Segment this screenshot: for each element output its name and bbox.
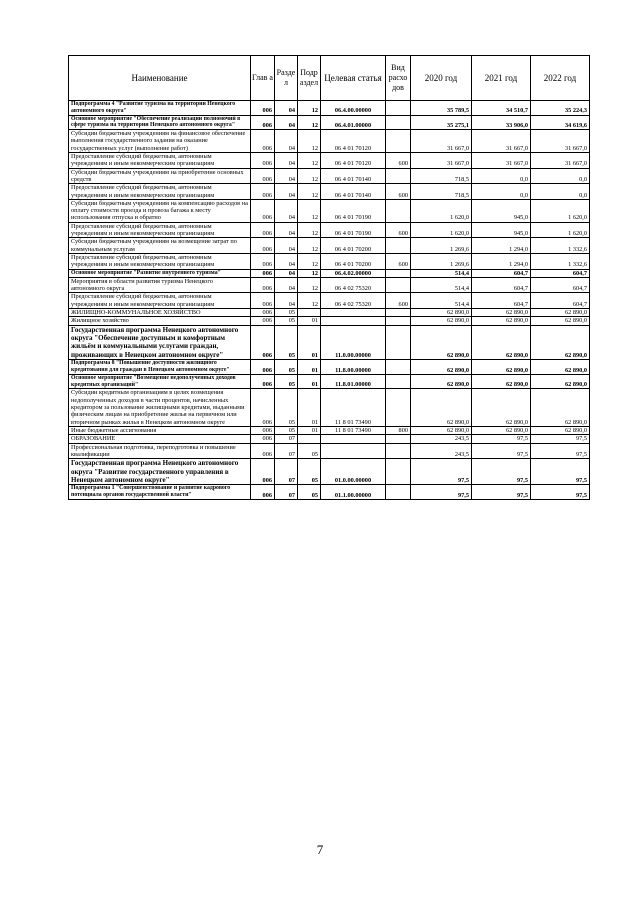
cell-glava: 006 [251, 485, 275, 500]
cell-2020: 35 275,1 [411, 115, 472, 130]
cell-glava: 006 [251, 374, 275, 389]
cell-expense-type [386, 130, 411, 153]
cell-2022: 62 890,0 [531, 309, 590, 317]
cell-2020: 514,4 [411, 293, 472, 309]
cell-expense-type [386, 115, 411, 130]
cell-2022: 62 890,0 [531, 374, 590, 389]
cell-2022: 1 620,0 [531, 222, 590, 238]
cell-2022: 0,0 [531, 184, 590, 200]
cell-2020: 97,5 [411, 485, 472, 500]
table-row [69, 459, 590, 485]
cell-podrazdel: 01 [298, 325, 321, 360]
cell-2022: 604,7 [531, 269, 590, 277]
cell-name: Подпрограмма 4 "Развитие туризма на территории Ненецкого автономного округа" [69, 101, 251, 116]
cell-2021: 62 890,0 [472, 309, 531, 317]
cell-razdel: 07 [275, 459, 298, 485]
cell-glava: 006 [251, 443, 275, 459]
cell-target-article: 06 4 02 75320 [321, 293, 386, 309]
cell-expense-type [386, 317, 411, 325]
cell-podrazdel: 12 [298, 238, 321, 254]
cell-name: Подпрограмма 8 "Повышение доступности жилищного кредитования для граждан в Ненецком автономном округе" [69, 360, 251, 375]
cell-name: Предоставление субсидий бюджетным, автономным учреждениям и иным некоммерческим организациям [69, 222, 251, 238]
table-row [69, 317, 590, 325]
cell-2021: 604,7 [472, 277, 531, 293]
table-row [69, 389, 590, 426]
cell-podrazdel: 12 [298, 269, 321, 277]
cell-podrazdel: 01 [298, 360, 321, 375]
cell-2021: 945,0 [472, 222, 531, 238]
cell-razdel: 04 [275, 253, 298, 269]
cell-target-article: 06 4 01 70200 [321, 253, 386, 269]
table-row [69, 168, 590, 184]
cell-2021: 62 890,0 [472, 374, 531, 389]
cell-expense-type: 600 [386, 222, 411, 238]
cell-2022: 604,7 [531, 293, 590, 309]
cell-2020: 62 890,0 [411, 325, 472, 360]
cell-target-article: 11.8.01.00000 [321, 374, 386, 389]
cell-expense-type [386, 435, 411, 443]
cell-2021: 97,5 [472, 485, 531, 500]
cell-podrazdel: 12 [298, 293, 321, 309]
cell-expense-type: 800 [386, 426, 411, 434]
cell-expense-type: 600 [386, 293, 411, 309]
cell-glava: 006 [251, 168, 275, 184]
cell-2021: 604,7 [472, 269, 531, 277]
table-row [69, 101, 590, 116]
cell-2022: 97,5 [531, 443, 590, 459]
cell-razdel: 07 [275, 443, 298, 459]
header-cst: Целевая статья [321, 56, 386, 101]
table-row [69, 222, 590, 238]
cell-razdel: 04 [275, 115, 298, 130]
cell-target-article: 06.4.01.00000 [321, 115, 386, 130]
cell-podrazdel: 01 [298, 317, 321, 325]
cell-target-article: 06 4 01 70140 [321, 168, 386, 184]
cell-2022: 604,7 [531, 277, 590, 293]
cell-expense-type: 600 [386, 253, 411, 269]
cell-2020: 514,4 [411, 269, 472, 277]
cell-glava: 006 [251, 199, 275, 222]
cell-2022: 0,0 [531, 168, 590, 184]
cell-razdel: 05 [275, 325, 298, 360]
cell-glava: 006 [251, 130, 275, 153]
table-body [69, 101, 590, 500]
cell-2021: 33 906,0 [472, 115, 531, 130]
cell-target-article [321, 317, 386, 325]
cell-name: Предоставление субсидий бюджетным, автономным учреждениям и иным некоммерческим организациям [69, 253, 251, 269]
cell-2020: 718,5 [411, 168, 472, 184]
cell-expense-type [386, 238, 411, 254]
table-row [69, 309, 590, 317]
cell-glava: 006 [251, 317, 275, 325]
cell-2022: 97,5 [531, 459, 590, 485]
cell-expense-type [386, 168, 411, 184]
cell-2022: 62 890,0 [531, 426, 590, 434]
cell-razdel: 04 [275, 238, 298, 254]
header-vid: Вид расхо дов [386, 56, 411, 101]
page-number: 7 [316, 842, 324, 857]
cell-podrazdel: 12 [298, 101, 321, 116]
cell-2021: 97,5 [472, 443, 531, 459]
cell-2021: 0,0 [472, 184, 531, 200]
table-row [69, 153, 590, 169]
cell-glava: 006 [251, 184, 275, 200]
cell-glava: 006 [251, 325, 275, 360]
header-glava: Глав а [251, 56, 275, 101]
cell-razdel: 04 [275, 277, 298, 293]
table-row [69, 269, 590, 277]
cell-razdel: 05 [275, 360, 298, 375]
cell-razdel: 05 [275, 426, 298, 434]
table-header-row [69, 56, 590, 101]
cell-name: Предоставление субсидий бюджетным, автономным учреждениям и иным некоммерческим организациям [69, 293, 251, 309]
cell-2021: 0,0 [472, 168, 531, 184]
cell-expense-type [386, 269, 411, 277]
cell-2020: 62 890,0 [411, 317, 472, 325]
cell-2021: 62 890,0 [472, 360, 531, 375]
cell-podrazdel: 12 [298, 153, 321, 169]
cell-expense-type [386, 459, 411, 485]
table-row [69, 485, 590, 500]
cell-expense-type: 600 [386, 184, 411, 200]
cell-podrazdel: 12 [298, 277, 321, 293]
cell-target-article: 11.0.00.00000 [321, 325, 386, 360]
cell-2021: 97,5 [472, 459, 531, 485]
cell-glava: 006 [251, 115, 275, 130]
cell-target-article: 06.4.00.00000 [321, 101, 386, 116]
table-row [69, 277, 590, 293]
table-row [69, 360, 590, 375]
cell-podrazdel: 12 [298, 184, 321, 200]
cell-2020: 243,5 [411, 443, 472, 459]
cell-glava: 006 [251, 238, 275, 254]
cell-2022: 62 890,0 [531, 325, 590, 360]
cell-podrazdel: 05 [298, 485, 321, 500]
cell-target-article: 11 8 01 73490 [321, 389, 386, 426]
table-row [69, 199, 590, 222]
cell-2021: 31 667,0 [472, 130, 531, 153]
cell-glava: 006 [251, 222, 275, 238]
cell-podrazdel: 12 [298, 222, 321, 238]
cell-expense-type [386, 199, 411, 222]
cell-podrazdel: 05 [298, 443, 321, 459]
table-row [69, 374, 590, 389]
cell-target-article [321, 443, 386, 459]
cell-name: Жилищное хозяйство [69, 317, 251, 325]
cell-name: ЖИЛИЩНО-КОММУНАЛЬНОЕ ХОЗЯЙСТВО [69, 309, 251, 317]
table-row [69, 443, 590, 459]
cell-expense-type: 600 [386, 153, 411, 169]
cell-razdel: 05 [275, 374, 298, 389]
cell-podrazdel: 05 [298, 459, 321, 485]
cell-podrazdel: 01 [298, 374, 321, 389]
table-row [69, 435, 590, 443]
cell-razdel: 04 [275, 199, 298, 222]
cell-2022: 1 332,6 [531, 253, 590, 269]
table-row [69, 238, 590, 254]
cell-2020: 31 667,0 [411, 130, 472, 153]
cell-glava: 006 [251, 293, 275, 309]
cell-name: Государственная программа Ненецкого автономного округа "Обеспечение доступным и комфортным жильём и коммунальными услугами граждан, проживающих в Ненецком автономном округе" [69, 325, 251, 360]
cell-target-article: 06 4 01 70190 [321, 222, 386, 238]
cell-target-article: 01.1.00.00000 [321, 485, 386, 500]
cell-name: Государственная программа Ненецкого автономного округа "Развитие государственного управления в Ненецком автономном округе" [69, 459, 251, 485]
cell-glava: 006 [251, 153, 275, 169]
cell-name: Субсидии бюджетным учреждениям на возмещение затрат по коммунальным услугам [69, 238, 251, 254]
cell-2021: 62 890,0 [472, 389, 531, 426]
cell-razdel: 05 [275, 389, 298, 426]
cell-target-article: 11 8 01 73490 [321, 426, 386, 434]
cell-target-article: 06 4 01 70120 [321, 153, 386, 169]
cell-2020: 62 890,0 [411, 309, 472, 317]
cell-name: Основное мероприятие "Возмещение недополученных доходов кредитных организаций" [69, 374, 251, 389]
cell-podrazdel: 12 [298, 168, 321, 184]
cell-target-article: 06 4 01 70140 [321, 184, 386, 200]
table-row [69, 115, 590, 130]
cell-glava: 006 [251, 435, 275, 443]
cell-name: Мероприятия в области развития туризма Ненецкого автономного округа [69, 277, 251, 293]
header-podrazdel: Подр аздел [298, 56, 321, 101]
cell-name: Основное мероприятие "Развитие внутреннего туризма" [69, 269, 251, 277]
cell-name: Субсидии кредитным организациям в целях возмещения недополученных доходов в части процентов, начисленных кредитором за пользование жилищными кредитами, выданными физическим лицам на приобретение жилья на первичном или вторичном рынках жилья в Ненецком автономном округе [69, 389, 251, 426]
cell-target-article: 01.0.00.00000 [321, 459, 386, 485]
cell-name: Субсидии бюджетным учреждениям на финансовое обеспечение выполнения государственного задания на оказание государственных услуг (выполнение работ) [69, 130, 251, 153]
cell-razdel: 04 [275, 168, 298, 184]
cell-expense-type [386, 374, 411, 389]
cell-2022: 62 890,0 [531, 389, 590, 426]
cell-glava: 006 [251, 426, 275, 434]
cell-glava: 006 [251, 459, 275, 485]
cell-glava: 006 [251, 277, 275, 293]
table-row [69, 130, 590, 153]
cell-target-article: 11.8.00.00000 [321, 360, 386, 375]
cell-podrazdel: 01 [298, 426, 321, 434]
cell-target-article [321, 435, 386, 443]
cell-glava: 006 [251, 360, 275, 375]
cell-2021: 31 667,0 [472, 153, 531, 169]
header-name: Наименование [69, 56, 251, 101]
cell-razdel: 04 [275, 130, 298, 153]
cell-razdel: 04 [275, 293, 298, 309]
cell-name: Субсидии бюджетным учреждениям на компенсацию расходов на оплату стоимости проезда и провоза багажа к месту использования отпуска и обратно [69, 199, 251, 222]
cell-target-article: 06.4.02.00000 [321, 269, 386, 277]
cell-2020: 62 890,0 [411, 360, 472, 375]
cell-2022: 62 890,0 [531, 360, 590, 375]
cell-expense-type [386, 309, 411, 317]
cell-podrazdel: 12 [298, 199, 321, 222]
cell-2022: 34 619,6 [531, 115, 590, 130]
table-row [69, 293, 590, 309]
cell-target-article: 06 4 01 70200 [321, 238, 386, 254]
cell-2020: 35 789,5 [411, 101, 472, 116]
cell-podrazdel: 12 [298, 253, 321, 269]
cell-razdel: 04 [275, 222, 298, 238]
cell-2021: 604,7 [472, 293, 531, 309]
cell-glava: 006 [251, 253, 275, 269]
cell-name: Основное мероприятие "Обеспечение реализации полномочий в сфере туризма на территории Ненецкого автономного округа" [69, 115, 251, 130]
cell-name: Субсидии бюджетным учреждениям на приобретение основных средств [69, 168, 251, 184]
cell-name: Подпрограмма 1 "Совершенствование и развитие кадрового потенциала органов государственной власти" [69, 485, 251, 500]
cell-2022: 62 890,0 [531, 317, 590, 325]
budget-table [68, 55, 590, 500]
cell-razdel: 04 [275, 101, 298, 116]
cell-2022: 97,5 [531, 485, 590, 500]
cell-2022: 31 667,0 [531, 153, 590, 169]
cell-razdel: 07 [275, 485, 298, 500]
cell-2022: 35 224,3 [531, 101, 590, 116]
cell-name: Предоставление субсидий бюджетным, автономным учреждениям и иным некоммерческим организациям [69, 184, 251, 200]
cell-2021: 62 890,0 [472, 426, 531, 434]
cell-name: Предоставление субсидий бюджетным, автономным учреждениям и иным некоммерческим организациям [69, 153, 251, 169]
table-row [69, 426, 590, 434]
cell-2021: 62 890,0 [472, 317, 531, 325]
cell-2021: 1 294,0 [472, 253, 531, 269]
cell-2022: 1 332,6 [531, 238, 590, 254]
cell-podrazdel [298, 435, 321, 443]
cell-razdel: 07 [275, 435, 298, 443]
cell-expense-type [386, 277, 411, 293]
header-2022: 2022 год [531, 56, 590, 101]
cell-target-article: 06 4 02 75320 [321, 277, 386, 293]
header-razdel: Разде л [275, 56, 298, 101]
cell-glava: 006 [251, 389, 275, 426]
cell-razdel: 04 [275, 184, 298, 200]
cell-2020: 1 620,0 [411, 199, 472, 222]
cell-expense-type [386, 485, 411, 500]
cell-2020: 62 890,0 [411, 374, 472, 389]
cell-target-article [321, 309, 386, 317]
table-row [69, 325, 590, 360]
cell-expense-type [386, 389, 411, 426]
cell-target-article: 06 4 01 70190 [321, 199, 386, 222]
cell-name: ОБРАЗОВАНИЕ [69, 435, 251, 443]
cell-glava: 006 [251, 101, 275, 116]
cell-2020: 718,5 [411, 184, 472, 200]
cell-2020: 97,5 [411, 459, 472, 485]
cell-2021: 34 510,7 [472, 101, 531, 116]
cell-razdel: 04 [275, 153, 298, 169]
table-row [69, 253, 590, 269]
cell-razdel: 05 [275, 317, 298, 325]
cell-2020: 62 890,0 [411, 426, 472, 434]
cell-2022: 31 667,0 [531, 130, 590, 153]
cell-2022: 97,5 [531, 435, 590, 443]
cell-razdel: 05 [275, 309, 298, 317]
cell-2021: 97,5 [472, 435, 531, 443]
cell-expense-type [386, 101, 411, 116]
cell-podrazdel: 12 [298, 115, 321, 130]
cell-name: Профессиональная подготовка, переподготовка и повышение квалификации [69, 443, 251, 459]
cell-2021: 1 294,0 [472, 238, 531, 254]
cell-podrazdel: 01 [298, 389, 321, 426]
table-row [69, 184, 590, 200]
cell-glava: 006 [251, 269, 275, 277]
cell-name: Иные бюджетные ассигнования [69, 426, 251, 434]
cell-podrazdel: 12 [298, 130, 321, 153]
cell-2020: 1 269,6 [411, 238, 472, 254]
cell-glava: 006 [251, 309, 275, 317]
cell-razdel: 04 [275, 269, 298, 277]
cell-2021: 945,0 [472, 199, 531, 222]
cell-podrazdel [298, 309, 321, 317]
cell-2020: 514,4 [411, 277, 472, 293]
cell-expense-type [386, 325, 411, 360]
cell-2022: 1 620,0 [531, 199, 590, 222]
cell-2020: 31 667,0 [411, 153, 472, 169]
cell-2020: 62 890,0 [411, 389, 472, 426]
cell-expense-type [386, 360, 411, 375]
header-2020: 2020 год [411, 56, 472, 101]
cell-2020: 243,5 [411, 435, 472, 443]
cell-2020: 1 269,6 [411, 253, 472, 269]
cell-2021: 62 890,0 [472, 325, 531, 360]
cell-2020: 1 620,0 [411, 222, 472, 238]
cell-expense-type [386, 443, 411, 459]
cell-target-article: 06 4 01 70120 [321, 130, 386, 153]
header-2021: 2021 год [472, 56, 531, 101]
